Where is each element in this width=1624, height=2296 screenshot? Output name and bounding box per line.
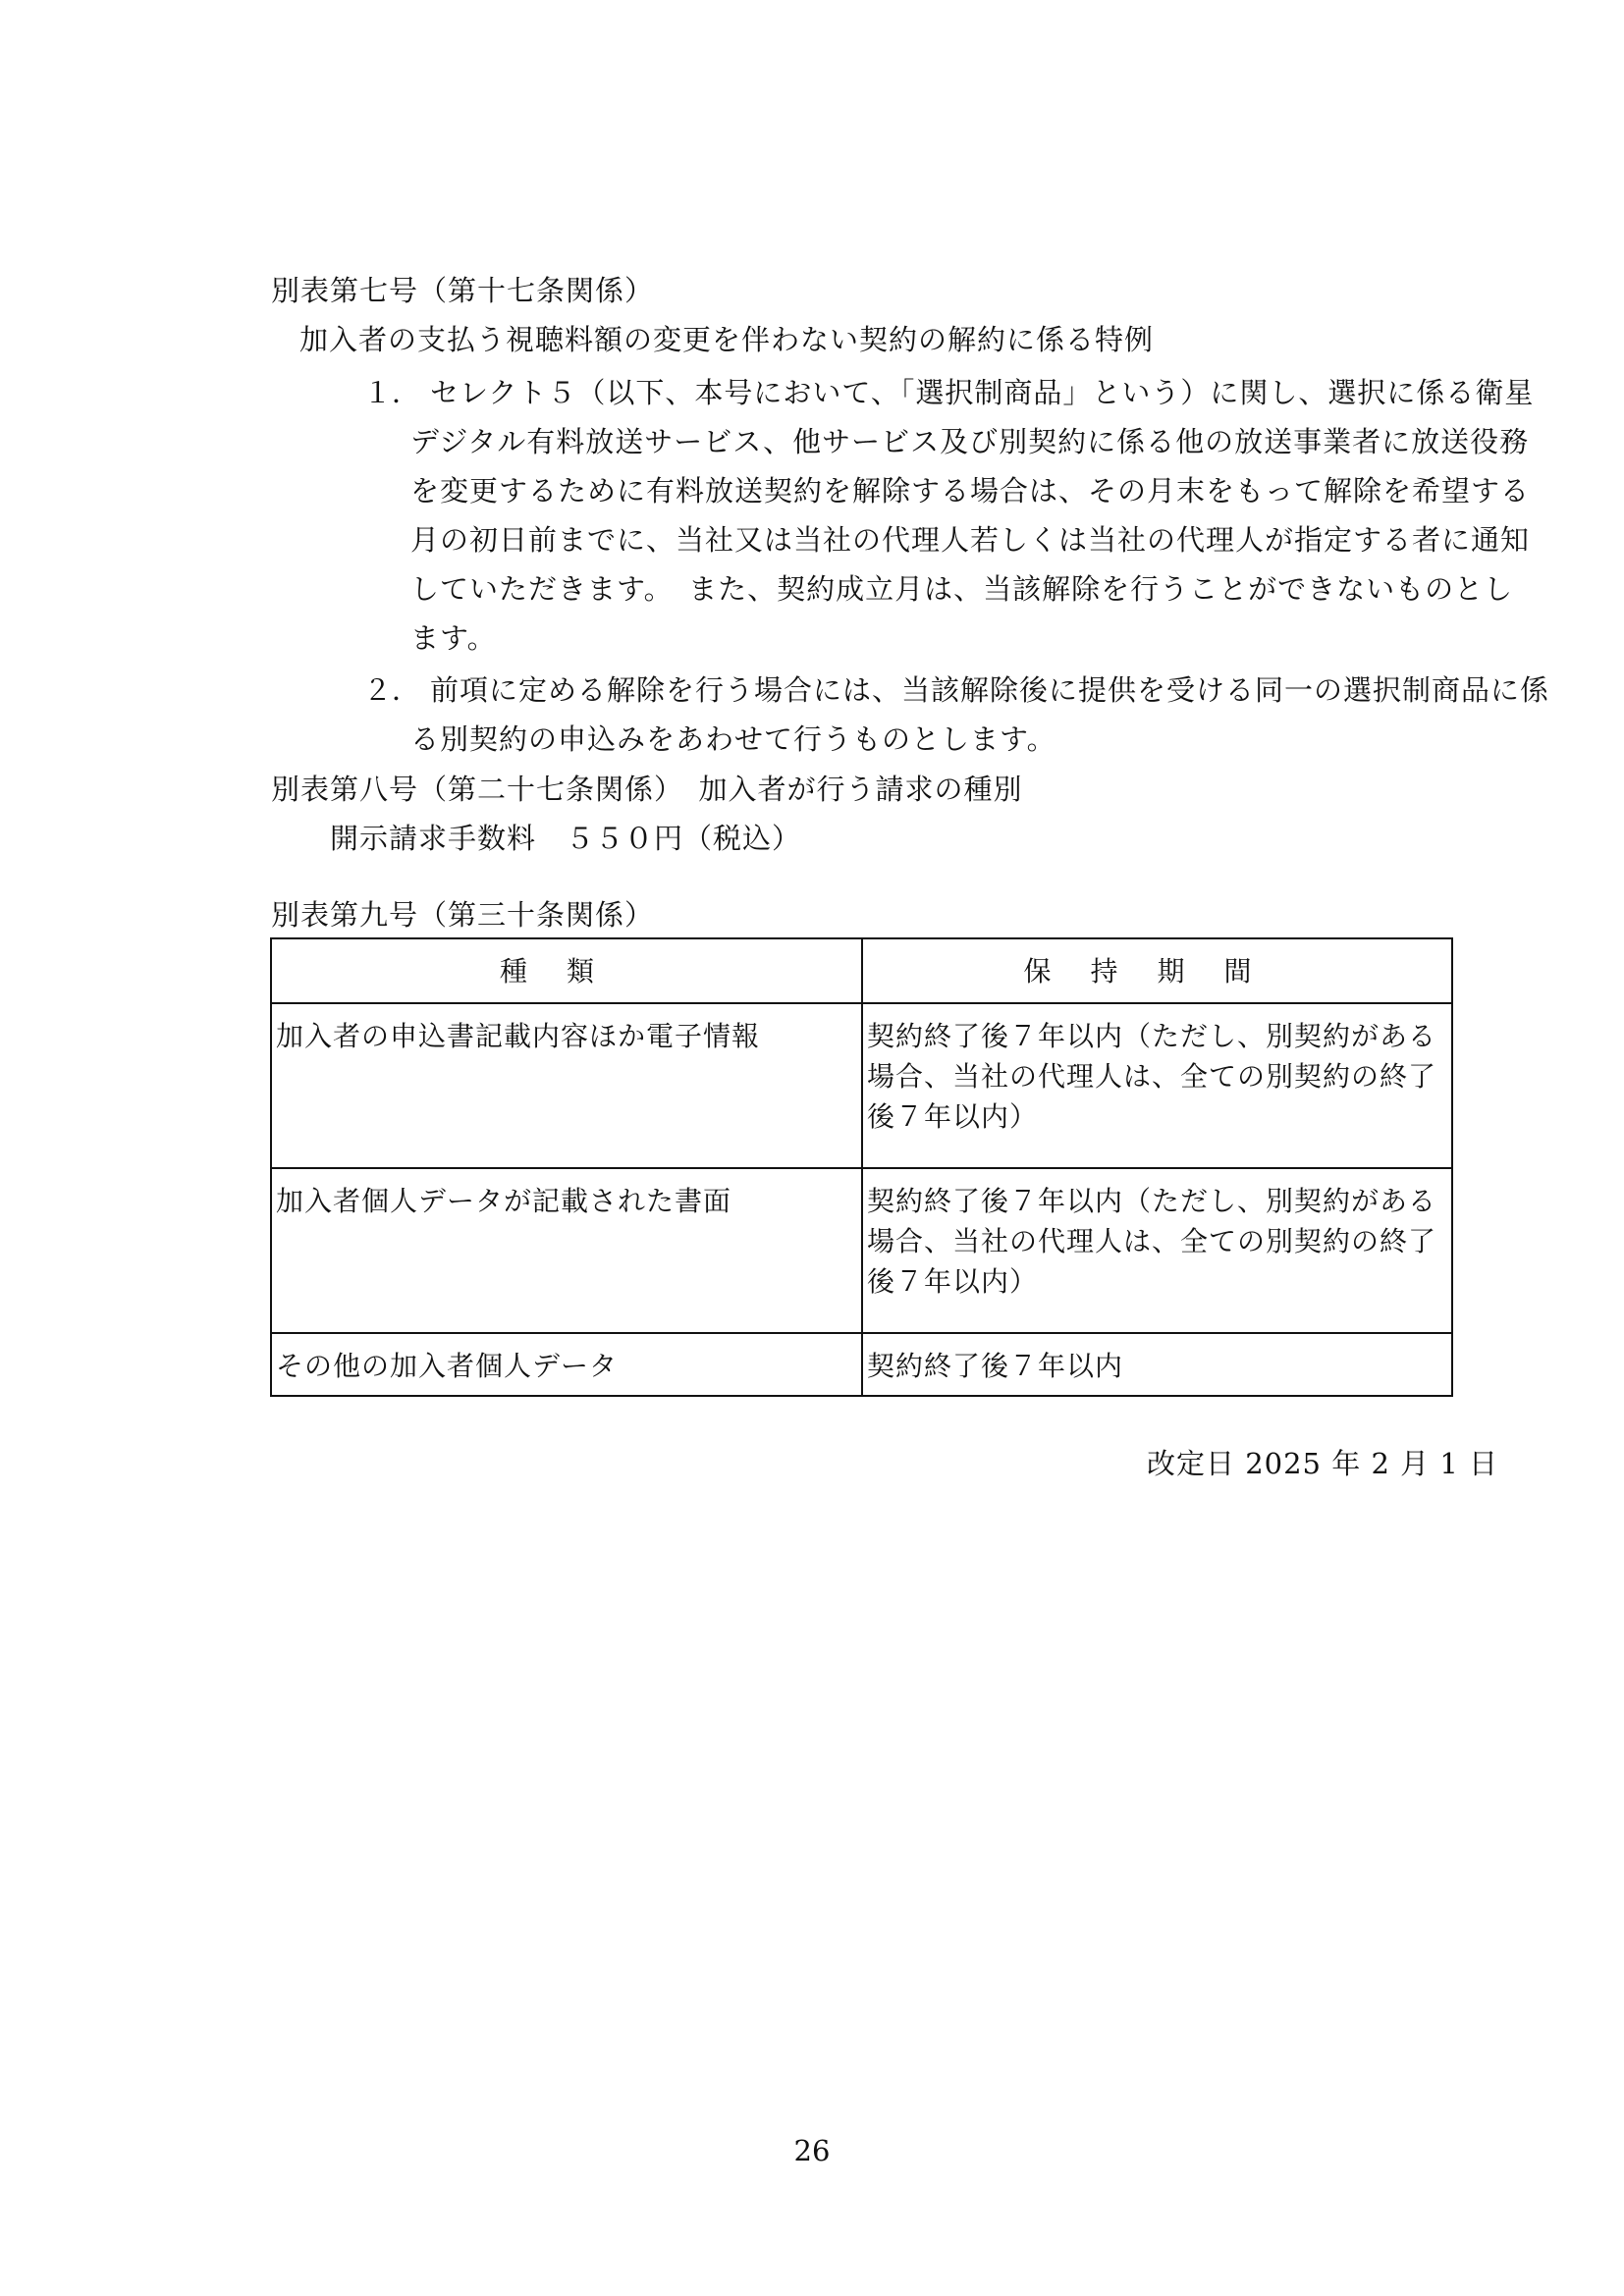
item-text-line: 前項に定める解除を行う場合には、当該解除後に提供を受ける同一の選択制商品に係 [430,673,1550,707]
period-line: 後７年以内） [867,1100,1039,1133]
item-text-line: る別契約の申込みをあわせて行うものとします。 [410,722,1056,756]
type-cell: その他の加入者個人データ [271,1333,862,1396]
type-cell: 加入者個人データが記載された書面 [271,1168,862,1333]
section9-heading: 別表第九号（第三十条関係） [271,898,655,932]
table-row [271,1333,1452,1396]
table-header-row [271,938,1452,1003]
period-line: 後７年以内） [867,1265,1039,1298]
section8-fee: 開示請求手数料 ５５０円（税込） [330,822,802,855]
revision-date: 改定日 2025 年 2 月 1 日 [1146,1447,1498,1480]
period-cell [862,1003,1452,1168]
column-header-period: 保持期間 [862,938,1452,1003]
item-number: ２． [363,673,421,707]
item-text-line: ます。 [410,621,497,655]
page-number: 26 [793,2134,831,2167]
section7-heading: 別表第七号（第十七条関係） [271,274,655,307]
period-line: 場合、当社の代理人は、全ての別契約の終了 [867,1225,1437,1257]
period-line: 契約終了後７年以内（ただし、別契約がある [867,1185,1437,1217]
section7-subheading: 加入者の支払う視聴料額の変更を伴わない契約の解約に係る特例 [299,323,1155,356]
period-line: 契約終了後７年以内（ただし、別契約がある [867,1020,1437,1052]
item-text-line: を変更するために有料放送契約を解除する場合は、その月末をもって解除を希望する [410,474,1531,507]
table-row [271,1003,1452,1168]
item-text-line: 月の初日前までに、当社又は当社の代理人若しくは当社の代理人が指定する者に通知 [410,523,1531,557]
section8-heading: 別表第八号（第二十七条関係） 加入者が行う請求の種別 [271,773,1023,806]
item-text-line: セレクト５（以下、本号において、「選択制商品」という）に関し、選択に係る衛星 [430,376,1535,409]
table-row [271,1168,1452,1333]
retention-table [270,937,1453,1397]
period-line: 場合、当社の代理人は、全ての別契約の終了 [867,1060,1437,1093]
period-cell [862,1333,1452,1396]
item-number: １． [363,376,421,409]
item-text-line: していただきます。 また、契約成立月は、当該解除を行うことができないものとし [410,572,1514,606]
period-cell [862,1168,1452,1333]
column-header-type: 種類 [271,938,862,1003]
item-text-line: デジタル有料放送サービス、他サービス及び別契約に係る他の放送事業者に放送役務 [410,425,1530,458]
period-line: 契約終了後７年以内 [867,1350,1124,1382]
type-cell: 加入者の申込書記載内容ほか電子情報 [271,1003,862,1168]
